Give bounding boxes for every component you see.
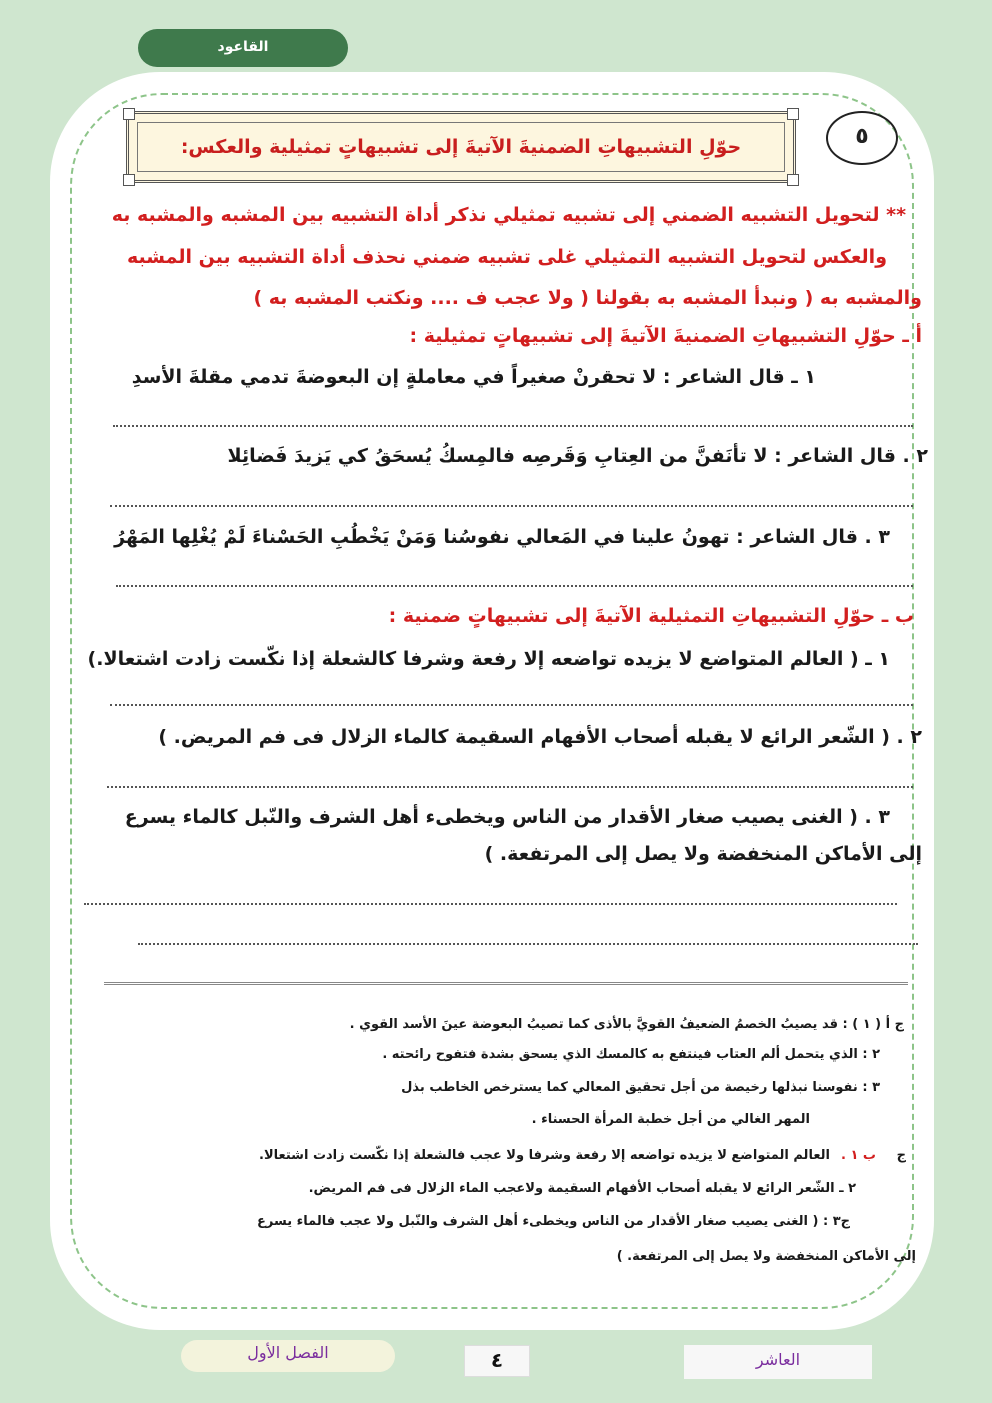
answer-b-label: ب ١ . — [841, 1148, 876, 1163]
answer-line[interactable] — [84, 903, 897, 905]
answer-line[interactable] — [138, 943, 918, 945]
answer-a-3-line-1: ٣ : نفوسنا نبذلها رخيصة من أجل تحقيق المعالي كما يسترخص الخاطب بذل — [401, 1080, 880, 1095]
answer-b-3-line-1: ج٣ : ( الغنى يصيب صغار الأقدار من الناس ويخطىء أهل الشرف والنّبل ولا عجب فالماء يسرع — [257, 1214, 850, 1229]
part-a-heading: أ ـ حوّلِ التشبيهاتِ الضمنيةَ الآتيةَ إلى تشبيهاتٍ تمثيلية : — [409, 325, 922, 347]
answer-line[interactable] — [113, 425, 913, 427]
instruction-line-2: والعكس لتحويل التشبيه التمثيلي غلى تشبيه ضمني نحذف أداة التشبيه بين المشبه — [127, 246, 887, 268]
answer-a-2: ٢ : الذي يتحمل ألم العتاب فينتفع به كالمسك الذي يسحق بشدة فتفوح رائحته . — [382, 1047, 880, 1062]
instruction-line-1: ** لتحويل التشبيه الضمني إلى تشبيه تمثيلي نذكر أداة التشبيه بين المشبه والمشبه به — [111, 204, 906, 226]
instruction-line-3: والمشبه به ( ونبدأ المشبه به بقولنا ( ولا عجب ف .... ونكتب المشبه به ) — [253, 287, 922, 309]
term-label: الفصل الأول — [181, 1340, 395, 1372]
answer-line[interactable] — [107, 786, 913, 788]
part-a-item-1: ١ ـ قال الشاعر : لا تحقرنْ صغيراً في معاملةٍ إن البعوضةَ تدمي مقلةَ الأسدِ — [131, 366, 816, 388]
answer-b-2: ٢ ـ الشّعر الرائع لا يقبله أصحاب الأفهام السقيمة ولاعجب الماء الزلال فى فم المريض. — [308, 1181, 856, 1196]
exercise-number: ٥ — [826, 111, 898, 165]
answer-a-1: ج أ ( ١ ) : قد يصيبُ الخصمُ الضعيفُ القويَّ بالأذى كما تصيبُ البعوضة عينَ الأسد القوي . — [349, 1017, 904, 1032]
answer-line[interactable] — [116, 585, 913, 587]
answer-b-prefix: ج — [896, 1148, 906, 1163]
grade-label: العاشر — [684, 1345, 872, 1379]
page-number: ٤ — [464, 1345, 530, 1377]
answer-b-3-line-2: إلى الأماكن المنخفضة ولا يصل إلى المرتفعة. ) — [616, 1249, 916, 1264]
part-a-item-2: ٢ . قال الشاعر : لا تأنَفنَّ من العِتابِ وَقَرصِه فالمِسكُ يُسحَقُ كي يَزيدَ فَضائِلا — [227, 445, 928, 467]
exercise-title: حوّلِ التشبيهاتِ الضمنيةَ الآتيةَ إلى تشبيهاتٍ تمثيلية والعكس: — [180, 136, 742, 158]
part-b-item-2: ٢ . ( الشّعر الرائع لا يقبله أصحاب الأفهام السقيمة كالماء الزلال فى فم المريض. ) — [158, 726, 922, 748]
part-b-heading: ب ـ حوّلِ التشبيهاتِ التمثيلية الآتيةَ إلى تشبيهاتٍ ضمنية : — [388, 605, 914, 627]
part-a-item-3: ٣ . قال الشاعر : تهونُ علينا في المَعالي نفوسُنا وَمَنْ يَخْطُبِ الحَسْناءَ لَمْ يُغْلِها المَهْرُ — [114, 526, 890, 548]
answer-b-1: العالم المتواضع لا يزيده تواضعه إلا رفعة وشرفا ولا عجب فالشعلة إذا نكّست زادت اشتعالا. — [259, 1148, 830, 1163]
part-b-item-3-line-2: إلى الأماكن المنخفضة ولا يصل إلى المرتفعة. ) — [484, 843, 922, 865]
school-name-pill: القاعود — [138, 29, 348, 67]
answer-a-3-line-2: المهر الغالي من أجل خطبة المرأة الحسناء . — [531, 1112, 810, 1127]
separator — [104, 982, 908, 985]
answer-line[interactable] — [110, 704, 913, 706]
part-b-item-3-line-1: ٣ . ( الغنى يصيب صغار الأقدار من الناس ويخطىء أهل الشرف والنّبل كالماء يسرع — [124, 806, 890, 828]
answer-line[interactable] — [110, 505, 913, 507]
part-b-item-1: ١ ـ ( العالم المتواضع لا يزيده تواضعه إلا رفعة وشرفا كالشعلة إذا نكّست زادت اشتعالا.) — [87, 648, 890, 670]
